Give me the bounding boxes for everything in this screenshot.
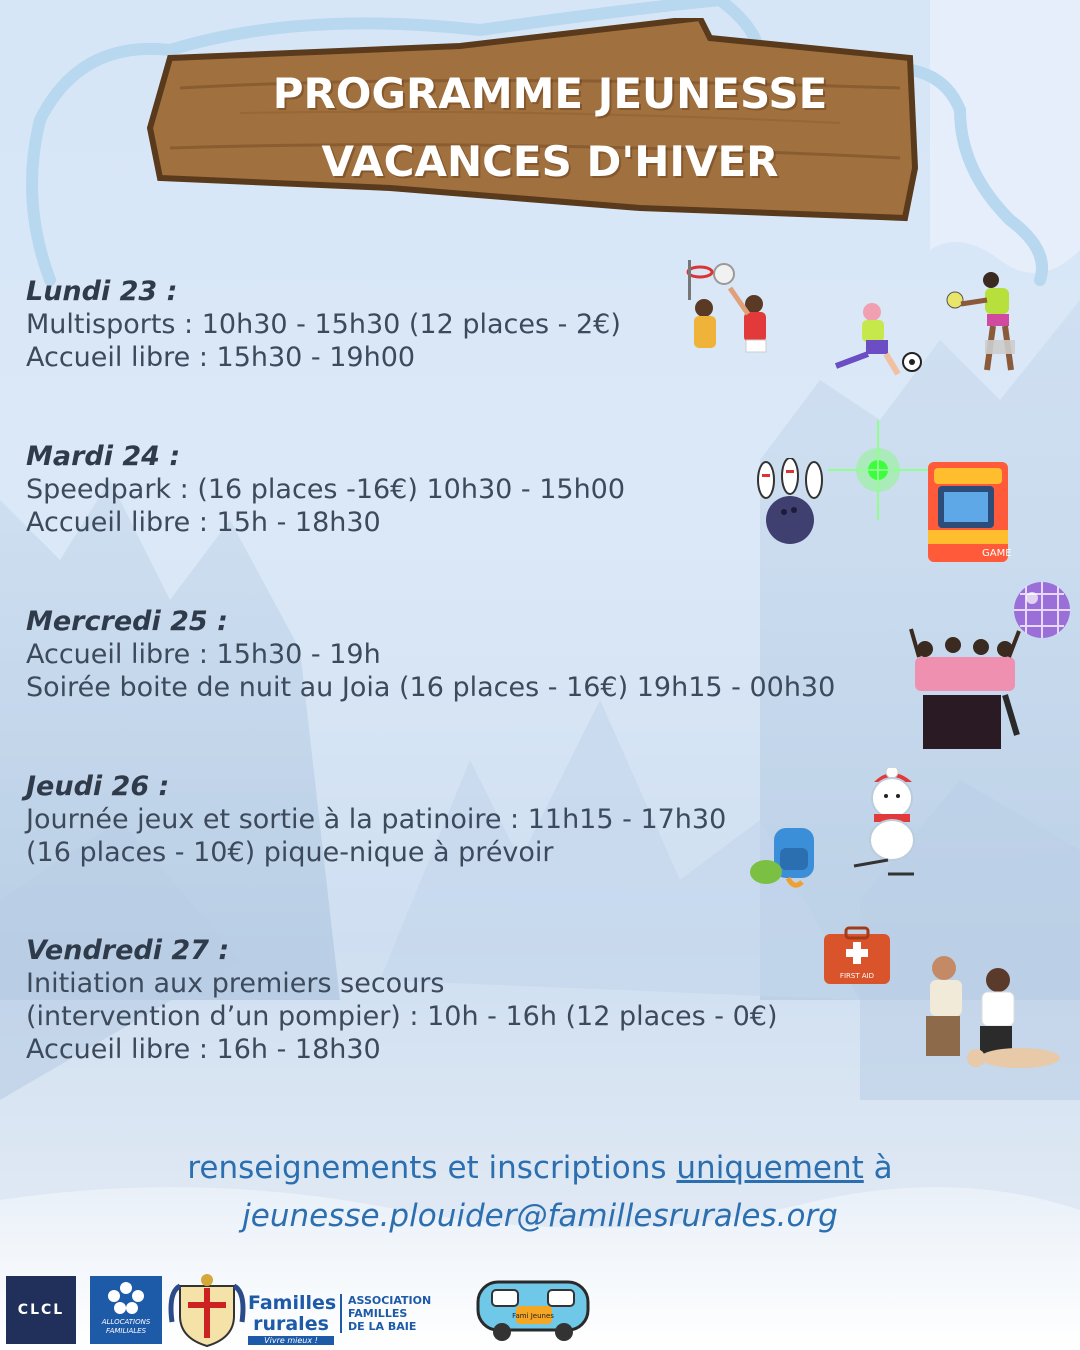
arcade-label: GAME bbox=[982, 548, 1012, 559]
caf-logo: ALLOCATIONS FAMILIALES bbox=[90, 1276, 162, 1344]
day-line: Multisports : 10h30 - 15h30 (12 places - 2€) bbox=[26, 309, 621, 340]
partner-logos bbox=[0, 1270, 1080, 1350]
cpr-training-icon bbox=[910, 950, 1065, 1075]
title-line-2: VACANCES D'HIVER bbox=[321, 137, 779, 186]
van-logo-icon bbox=[472, 1272, 594, 1344]
contact-email[interactable]: jeunesse.plouider@famillesrurales.org bbox=[242, 1198, 838, 1234]
day-line: Accueil libre : 16h - 18h30 bbox=[26, 1034, 381, 1065]
day-line: Accueil libre : 15h30 - 19h00 bbox=[26, 342, 416, 373]
association-logo: ASSOCIATION FAMILLES DE LA BAIE bbox=[340, 1294, 431, 1333]
football-player-icon bbox=[828, 300, 928, 380]
day-block-vendredi bbox=[26, 934, 778, 1066]
info-underlined: uniquement bbox=[676, 1150, 864, 1186]
info-suffix: à bbox=[873, 1150, 893, 1186]
day-title: Jeudi 26 : bbox=[26, 771, 170, 802]
day-line: Journée jeux et sortie à la patinoire : 11h15 - 17h30 bbox=[26, 804, 727, 835]
day-line: Initiation aux premiers secours bbox=[26, 968, 445, 999]
title-line-1: PROGRAMME JEUNESSE bbox=[272, 69, 828, 118]
day-line: (intervention d’un pompier) : 10h - 16h (12 places - 0€) bbox=[26, 1001, 778, 1032]
netball-players-icon bbox=[682, 260, 787, 355]
info-prefix: renseignements et inscriptions bbox=[187, 1150, 667, 1186]
day-title: Vendredi 27 : bbox=[26, 935, 230, 966]
day-title: Mardi 24 : bbox=[26, 441, 181, 472]
day-line: Accueil libre : 15h30 - 19h bbox=[26, 639, 381, 670]
party-crowd-icon bbox=[905, 625, 1025, 750]
laser-light-icon bbox=[828, 420, 928, 520]
day-title: Lundi 23 : bbox=[26, 276, 178, 307]
volleyball-player-icon bbox=[945, 270, 1025, 380]
bowling-icon bbox=[750, 458, 830, 548]
van-text: Fami Jeunes bbox=[512, 1312, 554, 1320]
first-aid-kit-icon bbox=[822, 926, 892, 986]
day-line: (16 places - 10€) pique-nique à prévoir bbox=[26, 837, 554, 868]
day-line: Speedpark : (16 places -16€) 10h30 - 15h00 bbox=[26, 474, 626, 505]
day-title: Mercredi 25 : bbox=[26, 606, 228, 637]
backpack-icon bbox=[748, 822, 818, 892]
arcade-machine-icon bbox=[920, 462, 1015, 562]
day-block-jeudi bbox=[26, 770, 726, 869]
day-block-mardi bbox=[26, 440, 625, 539]
coat-of-arms-icon bbox=[168, 1272, 246, 1348]
day-block-lundi bbox=[26, 275, 621, 374]
day-block-mercredi bbox=[26, 605, 835, 704]
clcl-logo: CLCL bbox=[6, 1276, 76, 1344]
day-line: Soirée boite de nuit au Joia (16 places - 16€) 19h15 - 00h30 bbox=[26, 672, 836, 703]
familles-rurales-logo: Familles rurales Vivre mieux ! bbox=[248, 1292, 337, 1345]
info-line bbox=[0, 1150, 1080, 1186]
first-aid-label: FIRST AID bbox=[839, 972, 875, 980]
page-title bbox=[150, 60, 950, 196]
polar-bear-skating-icon bbox=[848, 768, 938, 878]
day-line: Accueil libre : 15h - 18h30 bbox=[26, 507, 381, 538]
caf-flower-icon bbox=[106, 1280, 146, 1314]
